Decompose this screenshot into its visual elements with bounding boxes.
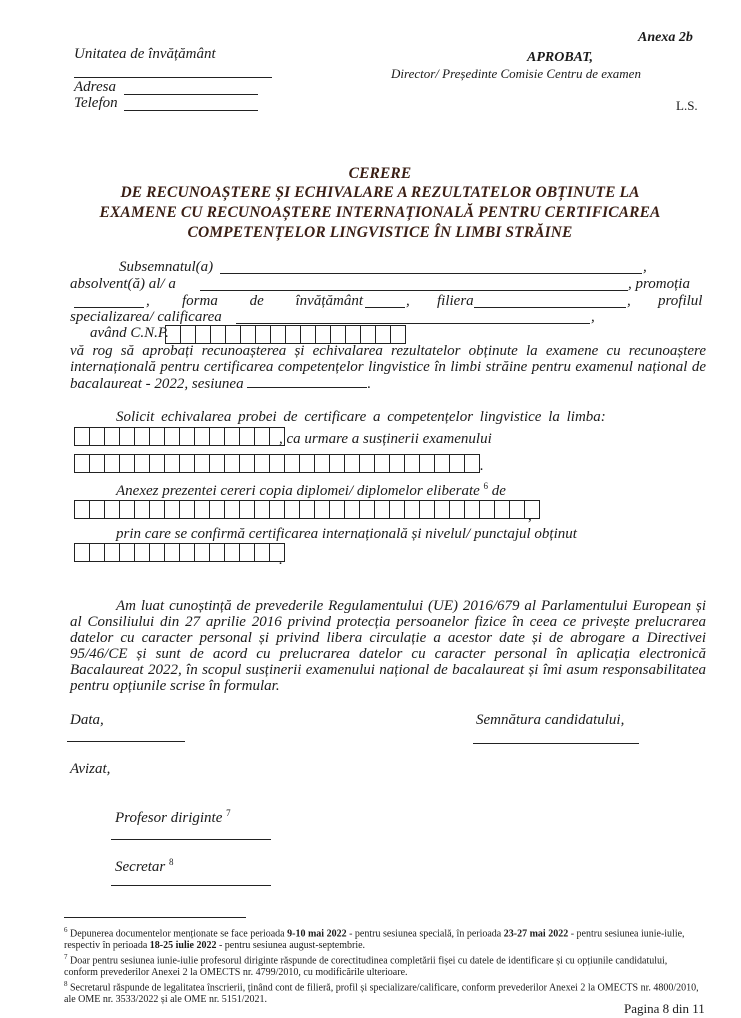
specialization-label: specializarea/ calificarea [70, 309, 222, 325]
footnote-7: $^7$ Doar pentru sesiunea iunie-iulie profesorul diriginte răspunde de corectitudinea completării fișei cu datele de identificare și cu opțiunile candidatului, conform prevederilor Anexei 2 la OMECTS nr. 4799/2010, cu modificările ulterioare. [64, 953, 668, 979]
phone-label: Telefon [74, 95, 118, 111]
title-line-4: COMPETENȚELOR LINGVISTICE ÎN LIMBI STRĂINE [187, 224, 573, 241]
title-cerere: CERERE [348, 165, 412, 182]
graduate-label: absolvent(ă) al/ a [70, 276, 176, 292]
graduate-field[interactable] [200, 290, 628, 291]
track-label: filiera [437, 293, 474, 309]
undersigned-field[interactable] [220, 273, 642, 274]
endorsed-label: Avizat, [70, 761, 111, 777]
language-boxes[interactable] [74, 427, 285, 446]
profile-label: profilul [658, 293, 703, 309]
ls-label: L.S. [676, 98, 698, 113]
class-teacher-label: Profesor diriginte $^7$ [115, 808, 231, 826]
footnote-6: $^6$ Depunerea documentelor menționate se face perioada 9-10 mai 2022 - pentru sesiunea specială, în perioada 23-27 mai 2022 - pentru sesiunea iunie-iulie, respectiv în perioada 18-25 iulie 2022 - pentru sesiunea august-septembrie. [64, 926, 685, 952]
request-paragraph: vă rog să aprobați recunoașterea și echivalarea rezultatelor obținute la examene cu recunoaștere internațională pentru certificarea competențelor lingvistice în limbi străine pentru examenul național de bacalaureat - 2022, sesiunea . [70, 343, 706, 392]
level-boxes[interactable] [74, 543, 285, 562]
candidate-signature-label: Semnătura candidatului, [476, 712, 625, 728]
footnote-separator [64, 917, 246, 918]
secretary-field[interactable] [111, 885, 271, 886]
gdpr-paragraph: Am luat cunoștință de prevederile Regulamentului (UE) 2016/679 al Parlamentului European și al Consiliului din 27 aprilie 2016 privind protecția persoanelor fizice în ceea ce privește prelucrarea datelor cu caracter personal și privind libera circulație a acestor date și de abrogare a Directivei 95/46/CE și sunt de acord cu prelucrarea datelor cu caracter personal în aplicația electronică Bacalaureat 2022, în scopul susținerii examenului național de bacalaureat și îmi asum responsabilitatea pentru opțiunile scrise în formular. [70, 598, 706, 694]
exam-boxes[interactable] [74, 454, 480, 473]
footnote-8: $^8$ Secretarul răspunde de legalitatea înscrierii, ținând cont de filieră, profil și specializare/calificare, conform prevederilor Anexei 2 la OMECTS nr. 4800/2010, ale OME nr. 3533/2022 și ale OME nr. 5151/2021. [64, 980, 699, 1006]
candidate-signature-field[interactable] [473, 743, 639, 744]
date-label: Data, [70, 712, 104, 728]
approved-label: APROBAT, [527, 50, 594, 65]
annex-copy-label: Anexez prezentei cereri copia diplomei/ diplomelor eliberate $^6$ de [116, 481, 506, 499]
unit-line[interactable] [74, 77, 272, 78]
page-number: Pagina 8 din 11 [624, 1001, 705, 1016]
phone-line[interactable] [124, 110, 258, 111]
director-label: Director/ Președinte Comisie Centru de examen [391, 66, 641, 81]
issuer-boxes[interactable] [74, 500, 540, 519]
solicit-label: Solicit echivalarea probei de certificare a competențelor lingvistice la limba: [116, 409, 606, 425]
confirm-label: prin care se confirmă certificarea internațională și nivelul/ punctajul obținut [116, 526, 577, 542]
following-exam-label: , ca urmare a susținerii examenului [279, 431, 492, 447]
date-field[interactable] [67, 741, 185, 742]
address-line[interactable] [124, 94, 258, 95]
study-form-label: forma de învățământ [182, 293, 363, 309]
annex-label: Anexa 2b [638, 30, 693, 45]
class-of-field[interactable] [74, 307, 144, 308]
undersigned-label: Subsemnatul(a) [119, 259, 214, 275]
class-teacher-field[interactable] [111, 839, 271, 840]
cnp-boxes[interactable] [165, 325, 406, 344]
cnp-label: având C.N.P. [90, 325, 169, 341]
study-form-field[interactable] [365, 307, 405, 308]
class-of-label: , promoția [628, 276, 690, 292]
track-field[interactable] [474, 307, 626, 308]
title-line-2: DE RECUNOAȘTERE ȘI ECHIVALARE A REZULTATELOR OBȚINUTE LA [120, 184, 640, 201]
specialization-field[interactable] [236, 323, 590, 324]
session-field[interactable] [247, 375, 367, 388]
secretary-label: Secretar $^8$ [115, 857, 174, 875]
title-line-3: EXAMENE CU RECUNOAȘTERE INTERNAȚIONALĂ PENTRU CERTIFICAREA [99, 204, 661, 221]
address-label: Adresa [74, 79, 116, 95]
unit-label: Unitatea de învățământ [74, 46, 216, 62]
